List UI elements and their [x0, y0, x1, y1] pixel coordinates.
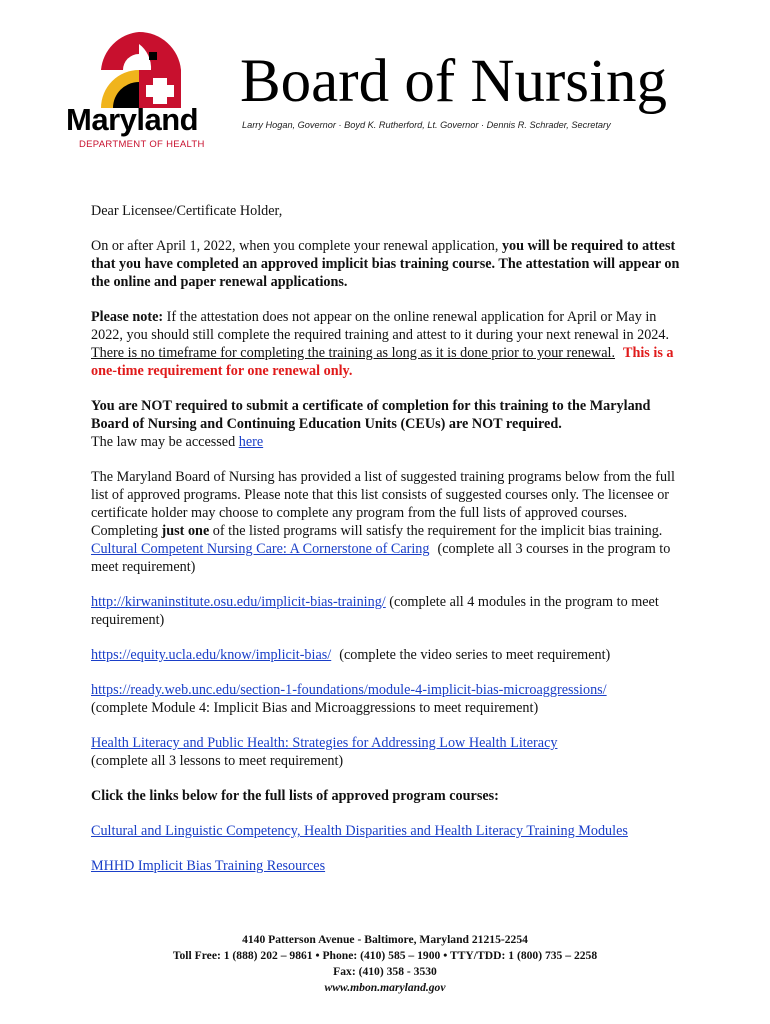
- full-list-item-2: [91, 857, 683, 875]
- footer-address: 4140 Patterson Avenue - Baltimore, Maryland 21215-2254: [242, 933, 528, 946]
- completing-pre: Completing: [91, 523, 162, 539]
- program-item-3: [91, 646, 683, 664]
- program-item-2: [91, 593, 683, 629]
- full-lists-heading: [91, 787, 683, 805]
- logo-department: DEPARTMENT OF HEALTH: [79, 139, 205, 150]
- officials-line: Larry Hogan, Governor · Boyd K. Rutherford, Lt. Governor · Dennis R. Schrader, Secretary: [242, 120, 611, 130]
- letter-body: [91, 202, 683, 875]
- program-link-3[interactable]: https://equity.ucla.edu/know/implicit-bias/: [91, 647, 332, 663]
- salutation: Dear Licensee/Certificate Holder,: [91, 203, 283, 219]
- footer: [0, 932, 770, 996]
- program-item-4: [91, 681, 683, 717]
- full-lists-heading-text: Click the links below for the full lists of approved program courses:: [91, 788, 499, 804]
- not-required-text: You are NOT required to submit a certificate of completion for this training to the Maryland Board of Nursing and Continuing Education Units (CEUs) are NOT required.: [91, 398, 651, 432]
- paragraph-not-required: [91, 397, 683, 451]
- program-link-1[interactable]: Cultural Competent Nursing Care: A Cornerstone of Caring: [91, 541, 430, 557]
- program-item-1: [91, 540, 683, 576]
- paragraph-requirement: [91, 237, 683, 291]
- maryland-health-logo: [66, 28, 216, 150]
- program-note-4: (complete Module 4: Implicit Bias and Microaggressions to meet requirement): [91, 700, 539, 716]
- completing-bold: just one: [161, 523, 210, 539]
- please-note-label: Please note:: [91, 309, 164, 325]
- paragraph-suggested-programs: The Maryland Board of Nursing has provided a list of suggested training programs below from the full list of approved programs. Please note that this list consists of suggested courses only. The licensee or certificate holder may choose to complete any program from the full lists of approved courses.: [91, 469, 675, 521]
- timeframe-note: There is no timeframe for completing the training as long as it is done prior to your renewal.: [91, 345, 616, 361]
- one-time-notice: This is a one-time requirement for one renewal only.: [91, 345, 674, 379]
- please-note-text: If the attestation does not appear on the online renewal application for April or May in 2022, you should still complete the required training and attest to it during your next renewal in 2024.: [91, 309, 670, 343]
- page-title: Board of Nursing: [240, 48, 667, 115]
- logo-wordmark: Maryland: [66, 102, 199, 137]
- footer-phones: Toll Free: 1 (888) 202 – 9861 • Phone: (410) 585 – 1900 • TTY/TDD: 1 (800) 735 – 2258: [172, 949, 598, 962]
- footer-website: www.mbon.maryland.gov: [324, 981, 446, 994]
- maryland-flag-emblem: [93, 28, 186, 108]
- program-item-5: [91, 734, 683, 770]
- requirement-bold: you will be required to attest that you have completed an approved implicit bias training course. The attestation will appear on the online and paper renewal applications.: [91, 238, 680, 290]
- program-note-2: (complete all 4 modules in the program to meet requirement): [91, 594, 659, 628]
- law-text: The law may be accessed: [91, 434, 239, 450]
- full-list-item-1: [91, 822, 683, 840]
- program-note-1: (complete all 3 courses in the program to meet requirement): [91, 541, 671, 575]
- full-list-link-2[interactable]: MHHD Implicit Bias Training Resources: [91, 858, 326, 874]
- program-link-5[interactable]: Health Literacy and Public Health: Strategies for Addressing Low Health Literacy: [91, 735, 558, 751]
- full-list-link-1[interactable]: Cultural and Linguistic Competency, Health Disparities and Health Literacy Training Modules: [91, 823, 628, 839]
- program-link-2[interactable]: http://kirwaninstitute.osu.edu/implicit-bias-training/: [91, 594, 386, 610]
- program-link-4[interactable]: https://ready.web.unc.edu/section-1-foundations/module-4-implicit-bias-microaggressions/: [91, 682, 607, 698]
- program-note-5: (complete all 3 lessons to meet requirement): [91, 753, 344, 769]
- program-note-3: (complete the video series to meet requirement): [339, 647, 611, 663]
- law-link[interactable]: here: [238, 434, 264, 450]
- completing-post: of the listed programs will satisfy the requirement for the implicit bias training.: [209, 523, 663, 539]
- requirement-lead: On or after April 1, 2022, when you complete your renewal application,: [91, 238, 502, 254]
- paragraph-please-note: [91, 308, 683, 380]
- footer-fax: Fax: (410) 358 - 3530: [333, 965, 437, 978]
- paragraph-completing: [91, 522, 683, 540]
